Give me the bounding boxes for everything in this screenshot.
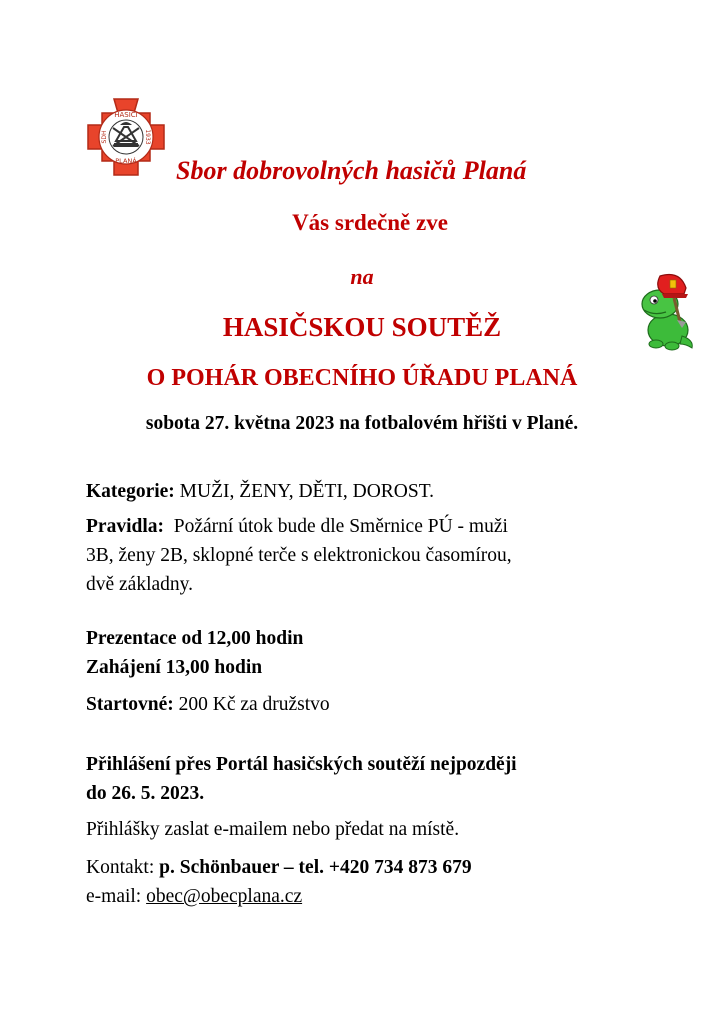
fire-brigade-logo xyxy=(86,97,166,177)
contact-block xyxy=(86,853,646,911)
presentation-time: Prezentace od 12,00 hodin xyxy=(86,628,304,649)
registration-block xyxy=(86,750,646,808)
na-text: na xyxy=(350,264,374,289)
rules-line-3: dvě základny. xyxy=(86,574,194,595)
event-title: HASIČSKOU SOUTĚŽ xyxy=(222,312,502,342)
contact-label: Kontakt: xyxy=(86,857,160,878)
rules-line-2: 3B, ženy 2B, sklopné terče s elektronickou časomírou, xyxy=(86,545,512,566)
rules-line-1: Požární útok bude dle Směrnice PÚ - muži xyxy=(164,516,508,537)
fee-label: Startovné: xyxy=(86,694,174,715)
logo-top-text: HASIČI xyxy=(114,111,138,119)
firefighter-emblem-icon xyxy=(86,97,166,177)
fee-line xyxy=(86,690,646,719)
categories-line xyxy=(86,477,646,506)
registration-line-1: Přihlášení přes Portál hasičských soutěží nejpozději xyxy=(86,754,517,775)
email-label: e-mail: xyxy=(86,886,147,907)
date-location-line: sobota 27. května 2023 na fotbalovém hřišti v Plané. xyxy=(145,413,579,434)
fee-value: 200 Kč za družstvo xyxy=(173,694,330,715)
schedule-block xyxy=(86,624,646,682)
cup-title: O POHÁR OBECNÍHO ÚŘADU PLANÁ xyxy=(146,365,578,391)
logo-right-text: 1933 xyxy=(144,129,151,145)
categories-value: MUŽI, ŽENY, DĚTI, DOROST. xyxy=(174,481,435,502)
contact-value: p. Schönbauer – tel. +420 734 873 679 xyxy=(159,857,472,878)
invite-text: Vás srdečně zve xyxy=(292,210,448,235)
start-time: Zahájení 13,00 hodin xyxy=(86,657,263,678)
email-link[interactable]: obec@obecplana.cz xyxy=(146,886,303,907)
organization-title: Sbor dobrovolných hasičů Planá xyxy=(176,156,527,185)
rules-label: Pravidla: xyxy=(86,516,164,537)
categories-label: Kategorie: xyxy=(86,481,175,502)
logo-bottom-text: PLANÁ xyxy=(115,157,137,165)
logo-left-text: SDH xyxy=(101,130,108,144)
applications-line: Přihlášky zaslat e-mailem nebo předat na místě. xyxy=(86,819,460,840)
rules-paragraph xyxy=(86,512,646,599)
registration-line-2: do 26. 5. 2023. xyxy=(86,783,205,804)
